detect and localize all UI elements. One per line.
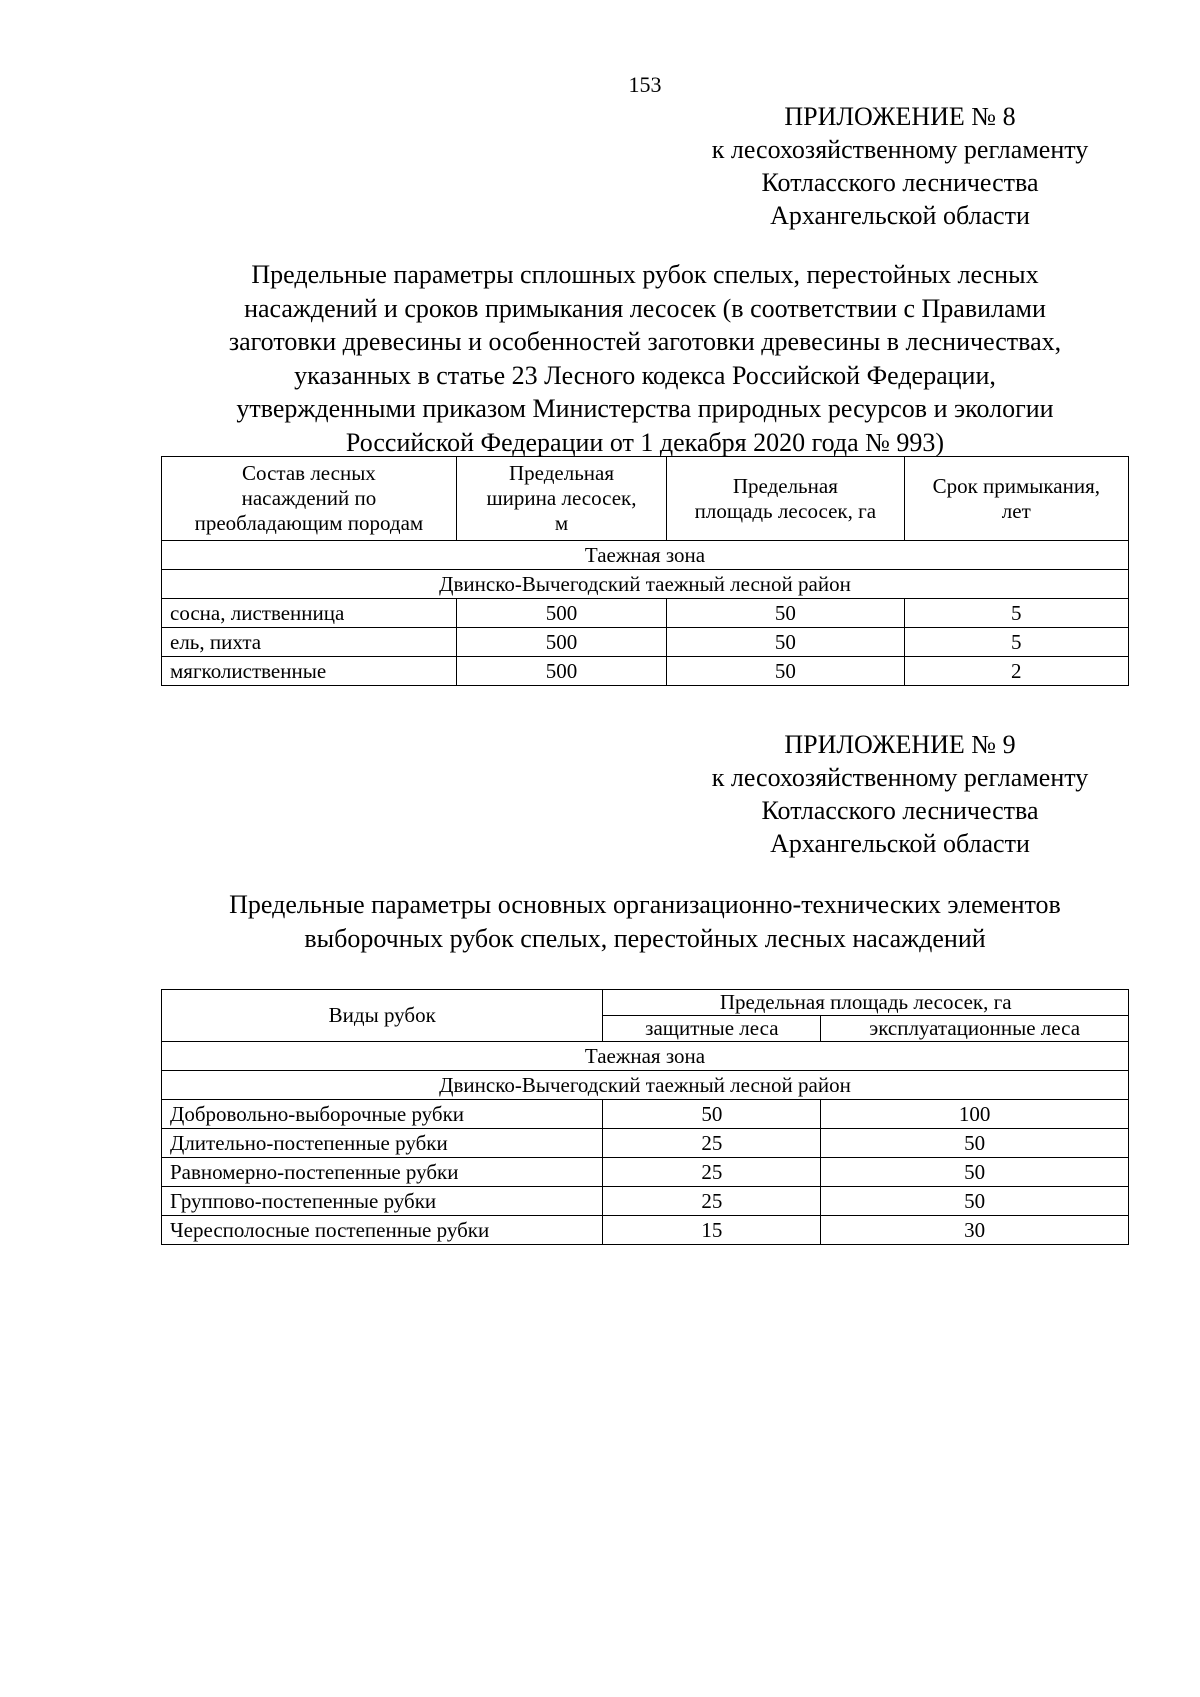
header-cell-area: Предельная площадь лесосек, га xyxy=(603,990,1129,1016)
header-text: Предельная xyxy=(509,461,614,485)
appendix-9-heading: ПРИЛОЖЕНИЕ № 9 xyxy=(784,730,1016,759)
title-line: Предельные параметры сплошных рубок спелых, перестойных лесных xyxy=(251,260,1039,289)
cell-width: 500 xyxy=(456,628,666,657)
cell-width: 500 xyxy=(456,657,666,686)
header-cell-composition xyxy=(162,457,457,541)
cell-exploitation: 50 xyxy=(821,1129,1129,1158)
cell-cut-type: Добровольно-выборочные рубки xyxy=(162,1100,603,1129)
cell-adjacency: 5 xyxy=(904,599,1128,628)
zone-row xyxy=(162,1042,1129,1071)
appendix-9-line: Котласского лесничества xyxy=(761,796,1039,825)
cell-protective: 25 xyxy=(603,1158,821,1187)
page-number: 153 xyxy=(628,72,662,97)
cell-area: 50 xyxy=(667,657,904,686)
zone-cell: Таежная зона xyxy=(162,1042,1129,1071)
title-line: указанных в статье 23 Лесного кодекса Российской Федерации, xyxy=(294,360,996,390)
clear-cut-parameters-table xyxy=(161,456,1129,686)
header-text: площадь лесосек, га xyxy=(694,498,877,523)
cell-area: 50 xyxy=(667,599,904,628)
region-row xyxy=(162,570,1129,599)
cell-adjacency: 2 xyxy=(904,657,1128,686)
header-text: Состав лесных xyxy=(242,461,376,485)
title-line: Российской Федерации от 1 декабря 2020 года № 993) xyxy=(345,427,945,457)
appendix-9-title xyxy=(160,888,1130,955)
appendix-9-line: к лесохозяйственному регламенту xyxy=(711,763,1089,792)
header-text: Срок примыкания, xyxy=(932,473,1100,498)
table-row xyxy=(162,1100,1129,1129)
header-text: насаждений по xyxy=(241,486,377,510)
header-text: лет xyxy=(1001,498,1031,523)
cell-exploitation: 30 xyxy=(821,1216,1129,1245)
header-cell-width xyxy=(456,457,666,541)
table-row xyxy=(162,1216,1129,1245)
zone-row xyxy=(162,541,1129,570)
header-cell-area xyxy=(667,457,904,541)
header-text: м xyxy=(554,511,569,535)
title-line: утвержденными приказом Министерства природных ресурсов и экологии xyxy=(236,394,1054,423)
cell-protective: 25 xyxy=(603,1187,821,1216)
cell-protective: 25 xyxy=(603,1129,821,1158)
cell-exploitation: 50 xyxy=(821,1158,1129,1187)
title-line: Предельные параметры основных организационно-технических элементов xyxy=(229,890,1061,919)
cell-species: ель, пихта xyxy=(162,628,457,657)
header-cell-protective: защитные леса xyxy=(603,1016,821,1042)
header-cell-exploitation: эксплуатационные леса xyxy=(821,1016,1129,1042)
appendix-8-line: к лесохозяйственному регламенту xyxy=(711,135,1089,164)
appendix-9-header xyxy=(690,728,1110,860)
appendix-8-line: Котласского лесничества xyxy=(761,168,1039,197)
cell-cut-type: Длительно-постепенные рубки xyxy=(162,1129,603,1158)
cell-species: сосна, лиственница xyxy=(162,599,457,628)
cell-width: 500 xyxy=(456,599,666,628)
table-header-row xyxy=(162,990,1129,1016)
title-line: выборочных рубок спелых, перестойных лесных насаждений xyxy=(304,923,986,953)
table-row xyxy=(162,1158,1129,1187)
table-row xyxy=(162,599,1129,628)
cell-protective: 15 xyxy=(603,1216,821,1245)
table-row xyxy=(162,1187,1129,1216)
region-cell: Двинско-Вычегодский таежный лесной район xyxy=(162,1071,1129,1100)
cell-exploitation: 100 xyxy=(821,1100,1129,1129)
zone-cell: Таежная зона xyxy=(162,541,1129,570)
selective-cut-parameters-table xyxy=(161,989,1129,1245)
header-text: преобладающим породам xyxy=(194,511,424,535)
header-text: ширина лесосек, xyxy=(486,486,637,510)
cell-cut-type: Равномерно-постепенные рубки xyxy=(162,1158,603,1187)
appendix-8-heading: ПРИЛОЖЕНИЕ № 8 xyxy=(784,102,1016,131)
table-row xyxy=(162,1129,1129,1158)
table-row xyxy=(162,628,1129,657)
cell-exploitation: 50 xyxy=(821,1187,1129,1216)
appendix-8-line: Архангельской области xyxy=(770,201,1030,230)
title-line: насаждений и сроков примыкания лесосек (в соответствии с Правилами xyxy=(244,293,1046,323)
cell-protective: 50 xyxy=(603,1100,821,1129)
cell-adjacency: 5 xyxy=(904,628,1128,657)
cell-cut-type: Группово-постепенные рубки xyxy=(162,1187,603,1216)
table-row xyxy=(162,657,1129,686)
region-row xyxy=(162,1071,1129,1100)
header-cell-cut-type: Виды рубок xyxy=(162,990,603,1042)
cell-species: мягколиственные xyxy=(162,657,457,686)
header-cell-adjacency xyxy=(904,457,1128,541)
table-header-row xyxy=(162,457,1129,541)
header-text: Предельная xyxy=(732,473,838,498)
appendix-8-title xyxy=(160,258,1130,459)
region-cell: Двинско-Вычегодский таежный лесной район xyxy=(162,570,1129,599)
title-line: заготовки древесины и особенностей заготовки древесины в лесничествах, xyxy=(228,327,1062,356)
appendix-9-line: Архангельской области xyxy=(770,829,1030,858)
cell-cut-type: Чересполосные постепенные рубки xyxy=(162,1216,603,1245)
cell-area: 50 xyxy=(667,628,904,657)
appendix-8-header xyxy=(690,100,1110,232)
